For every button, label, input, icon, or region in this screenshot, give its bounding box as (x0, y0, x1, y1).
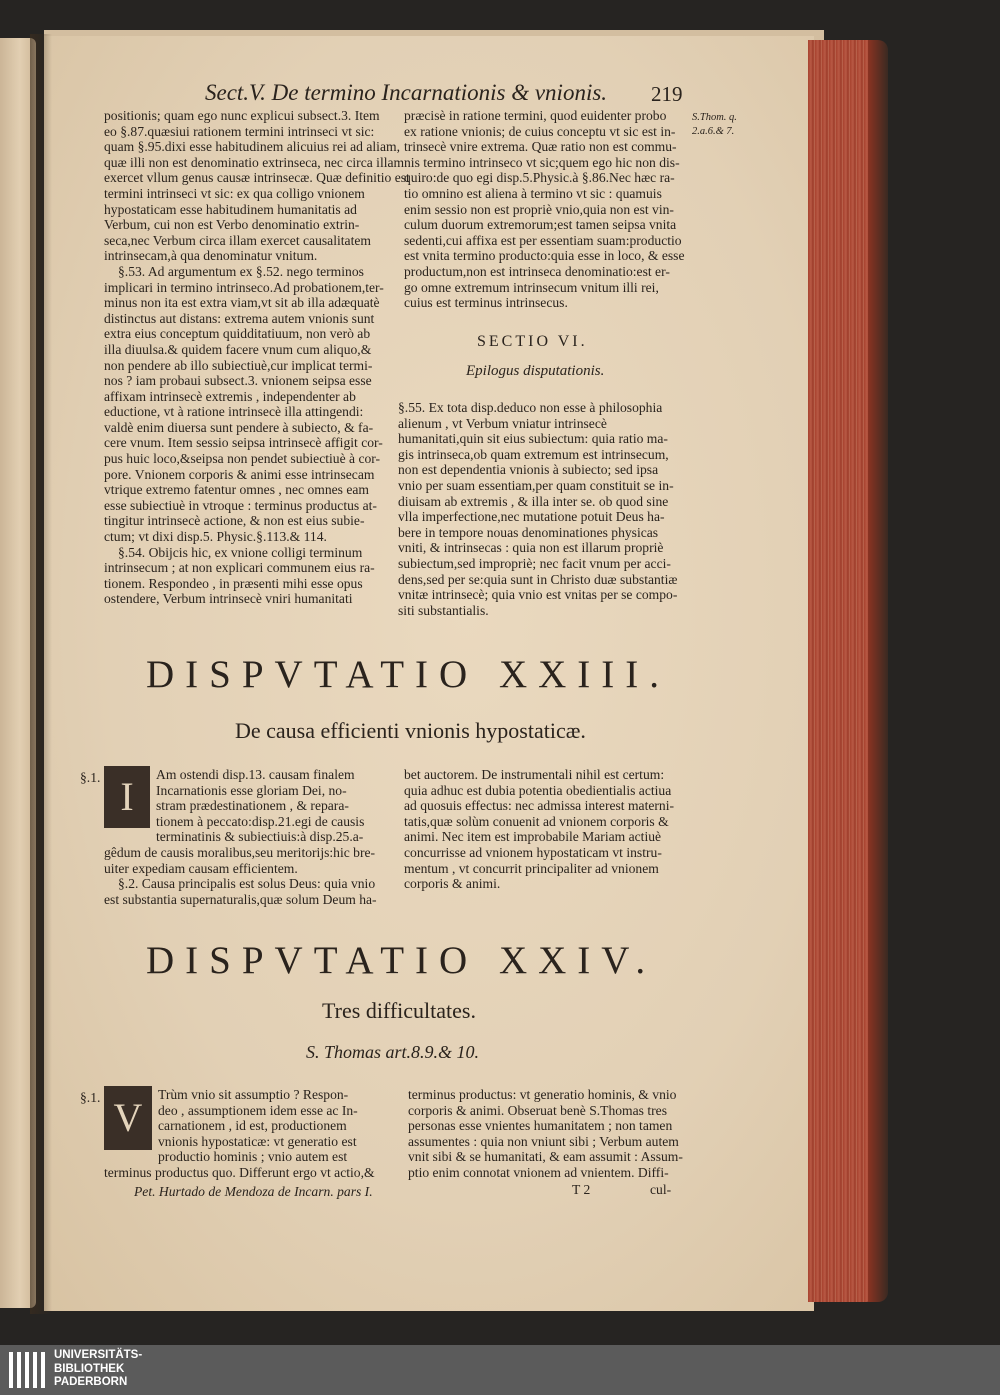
text-line: quia adhuc est dubia potentia obedientialis actiua (404, 782, 672, 798)
disputatio-23-col-right (404, 767, 674, 892)
section-title: SECTIO VI. (477, 333, 588, 350)
margin-note: 2.a.6.& 7. (692, 126, 735, 137)
signature-mark: T 2 (572, 1182, 591, 1197)
text-line: tingitur intrinsecè actione, & non est eius subie- (104, 513, 365, 529)
text-line: illa diuulsa.& quidem facere vnum cum aliquo,& (104, 341, 372, 357)
text-line: vnitæ intrinsecè; quia vnio est vnitas per se compo- (398, 587, 678, 603)
text-line: subiectum,sed impropriè; nec facit vnum per acci- (398, 555, 671, 571)
text-line: stram prædestinationem , & repara- (156, 798, 349, 814)
text-line: personas esse vnientes humanitatem ; non tamen (408, 1118, 673, 1134)
disputatio-24-reference: S. Thomas art.8.9.& 10. (306, 1042, 480, 1062)
decorated-initial-i: I (104, 766, 150, 828)
text-line: dens,sed per se:quia sunt in Christo duæ substantiæ (398, 571, 678, 587)
text-line: trinsecè vnire extrema. Quæ ratio non est commu- (404, 139, 677, 155)
text-line: gis intrinseca,ob quam extremum est intrinsecum, (398, 446, 669, 462)
text-line: cere vnum. Item sessio seipsa intrinsecè affigit cor- (104, 435, 383, 451)
text-line: gêdum de causis moralibus,seu meritorijs:hic bre- (104, 844, 376, 860)
disputatio-23-title: DISPVTATIO XXIII. (146, 653, 671, 696)
text-line: tionem. Respondeo , in præsenti mihi esse opus (104, 575, 363, 591)
disputatio-24-title: DISPVTATIO XXIV. (146, 939, 657, 982)
text-line: uiter expediam causam efficientem. (104, 860, 298, 876)
book-cover-edge (868, 40, 888, 1302)
library-name-line: BIBLIOTHEK (54, 1362, 125, 1375)
text-line: nis termino intrinseco vt sic;quem ego hic non dis- (404, 154, 680, 170)
catchword: cul- (650, 1182, 672, 1197)
text-line: intrinsecum ; at non explicari communem eius ra- (104, 560, 375, 576)
text-line: vnit sibi & se humanitati, & eam assumit : Assum- (408, 1149, 683, 1165)
text-line: exercet vllum genus causæ intrinsecæ. Quæ definitio est (104, 170, 410, 186)
text-line: productio hominis ; vnio autem est (158, 1149, 348, 1165)
text-line: animi. Nec item est improbabile Mariam actiuè (404, 829, 662, 845)
text-line: minus non ita est extra viam,vt sit ab illa adæquatè (104, 295, 380, 311)
text-line: alienum , vt Verbum vniatur intrinsecè (398, 415, 607, 431)
text-line: ad quosuis effectus: nec admissa interest materni- (404, 798, 675, 814)
text-line: positionis; quam ego nunc explicui subsect.3. Item (104, 108, 380, 123)
text-line: præcisè in ratione termini, quod euidenter probo (404, 108, 667, 123)
text-line: §.54. Obijcis hic, ex vnione colligi terminum (118, 544, 363, 560)
paragraph-marker: §.1. (80, 1090, 101, 1105)
text-line: bet auctorem. De instrumentali nihil est certum: (404, 767, 665, 782)
library-logo-icon (6, 1348, 50, 1392)
disputatio-24-col-right (408, 1087, 683, 1181)
text-line: ctum; vt dixi disp.5. Physic.§.113.& 114. (104, 529, 327, 545)
text-line: Am ostendi disp.13. causam finalem (156, 767, 355, 782)
text-line: valdè enim diuersa sunt pendere à subiecto, & fa- (104, 419, 374, 435)
book-gutter (30, 34, 52, 1314)
text-line: tatis,quæ solùm conuenit ad vnionem corporis & (404, 813, 669, 829)
text-line: nos ? iam probaui subsect.3. vnionem seipsa esse (104, 373, 372, 389)
text-line: ostendere, Verbum intrinsecè vniri humanitati (104, 591, 353, 607)
text-line: corporis & animi. (404, 876, 501, 892)
text-line: hypostaticam esse habitudinem humanitatis ad (104, 201, 357, 217)
running-head: Sect.V. De termino Incarnationis & vnionis. (205, 80, 608, 105)
text-line: terminus productus: vt generatio hominis, & vnio (408, 1087, 677, 1102)
margin-note: S.Thom. q. (692, 112, 737, 123)
text-line: §.2. Causa principalis est solus Deus: quia vnio (118, 876, 376, 892)
text-line: esse subiectiuè in vtroque : terminus productus at- (104, 497, 377, 513)
library-name (54, 1349, 142, 1390)
text-line: eo §.87.quæsiui rationem termini intrinseci vt sic: (104, 123, 375, 139)
decorated-initial-v: V (104, 1086, 152, 1150)
paragraph-marker: §.1. (80, 770, 101, 785)
text-line: vtrique extremo fatentur omnes , nec omnes eam (104, 482, 369, 498)
text-line: sedenti,cui affixa est per essentiam suam:productio (404, 232, 682, 248)
text-line: quam §.95.dixi esse habitudinem alicuius rei ad aliam, (104, 139, 400, 155)
text-line: §.53. Ad argumentum ex §.52. nego terminos (118, 263, 364, 279)
text-line: quiro:de quo egi disp.5.Physic.à §.86.Nec hæc ra- (404, 170, 675, 186)
text-line: bere in tempore nouas denominationes physicas (398, 524, 659, 540)
text-line: Incarnationis esse gloriam Dei, no- (156, 782, 347, 798)
text-line: non est dependentia vnionis à subiecto; sed ipsa (398, 462, 659, 478)
text-line: intrinsecam,à qua denominatur vnitum. (104, 248, 318, 264)
text-line: culum duorum extremorum;est tamen seipsa vnita (404, 217, 677, 233)
column-left-top (104, 108, 410, 607)
footer-author-line: Pet. Hurtado de Mendoza de Incarn. pars I. (134, 1184, 373, 1199)
column-right-top (404, 108, 685, 311)
text-line: deo , assumptionem idem esse ac In- (158, 1102, 358, 1118)
text-line: affixam intrinsecè extremis , independenter ab (104, 388, 356, 404)
disputatio-23-col-left (104, 767, 377, 907)
text-line: est vnita termino producto:quia esse in loco, & esse (404, 248, 685, 264)
text-line: go omne extremum intrinsecum vnitum illi rei, (404, 279, 659, 295)
library-name-line: PADERBORN (54, 1376, 128, 1388)
text-line: termini intrinseci vt sic: ex qua colligo vnionem (104, 185, 365, 201)
text-line: seca,nec Verbum circa illam exercet causalitatem (104, 232, 371, 248)
text-line: carnationem , id est, productionem (158, 1118, 347, 1134)
text-line: pore. Vnionem corporis & animi esse intrinsecam (104, 466, 375, 482)
text-line: terminatinis & subiectiuis:à disp.25.a- (156, 829, 364, 845)
text-line: tio omnino est aliena à termino vt sic : quamuis (404, 185, 662, 201)
text-line: vnionis hypostaticæ: vt generatio est (158, 1133, 357, 1149)
section-subtitle: Epilogus disputationis. (466, 363, 605, 379)
text-line: §.55. Ex tota disp.deduco non esse à philosophia (398, 400, 663, 415)
text-line: Trùm vnio sit assumptio ? Respon- (158, 1087, 349, 1102)
text-line: Verbum, cui non est Verbo denominatio extrin- (104, 217, 360, 233)
text-line: quæ illi non est denominatio extrinseca, nec circa illam (104, 154, 405, 170)
disputatio-24-subtitle: Tres difficultates. (322, 998, 476, 1023)
text-line: siti substantialis. (398, 602, 489, 618)
text-line: terminus productus quo. Differunt ergo vt actio,& (104, 1164, 375, 1180)
text-line: vlla imperfectione,nec mutatione potuit Deus ha- (398, 509, 665, 525)
text-line: est substantia supernaturalis,quæ solum Deum ha- (104, 891, 377, 907)
text-line: ex ratione vnionis; de cuius conceptu vt sic est in- (404, 123, 676, 139)
disputatio-23-subtitle: De causa efficienti vnionis hypostaticæ. (235, 718, 586, 743)
column-right-epilogue (398, 400, 677, 618)
text-line: mentum , vt concurrit principaliter ad vnionem (404, 860, 659, 876)
text-line: vniti, & intrinsecas : quia non est illarum propriè (398, 540, 664, 556)
disputatio-24-col-left (104, 1087, 375, 1181)
text-line: corporis & animi. Obseruat benè S.Thomas tres (408, 1102, 667, 1118)
text-line: non pendere ab illo subiectiuè,cur implicat termi- (104, 357, 373, 373)
page-number: 219 (651, 82, 683, 106)
text-line: assumentes : quia non vniunt sibi ; Verbum autem (408, 1133, 679, 1149)
text-line: tionem à peccato:disp.21.egi de causis (156, 813, 365, 829)
text-line: distinctus aut distans: extrema autem vnionis sunt (104, 310, 375, 326)
text-line: enim sessio non est propriè vnio,quia non est vin- (404, 201, 674, 217)
text-line: vnio per suam essentiam,per quam constituit se in- (398, 477, 674, 493)
text-line: productum,non est intrinseca denominatio:est er- (404, 263, 670, 279)
text-line: concurrisse ad vnionem hypostaticam vt instru- (404, 844, 662, 860)
library-footer-bar (0, 1345, 1000, 1395)
text-line: eductione, vt à ratione intrinsecè illa attingendi: (104, 404, 364, 420)
text-line: humanitati,quin sit eius subiectum: quia ratio ma- (398, 431, 668, 447)
text-line: pus huic loco,&seipsa non pendet subiectiuè à cor- (104, 451, 381, 467)
text-line: cuius est terminus intrinsecus. (404, 295, 568, 311)
text-line: extra eius conceptum quidditatiuum, non verò ab (104, 326, 371, 342)
text-line: implicari in termino intrinseco.Ad probationem,ter- (104, 279, 384, 295)
library-name-line: UNIVERSITÄTS- (54, 1349, 143, 1361)
text-line: diuisam ab extremis , & illa inter se. ob quod sine (398, 493, 669, 509)
text-line: ptio enim connotat vnionem ad vnientem. Diffi- (408, 1164, 669, 1180)
